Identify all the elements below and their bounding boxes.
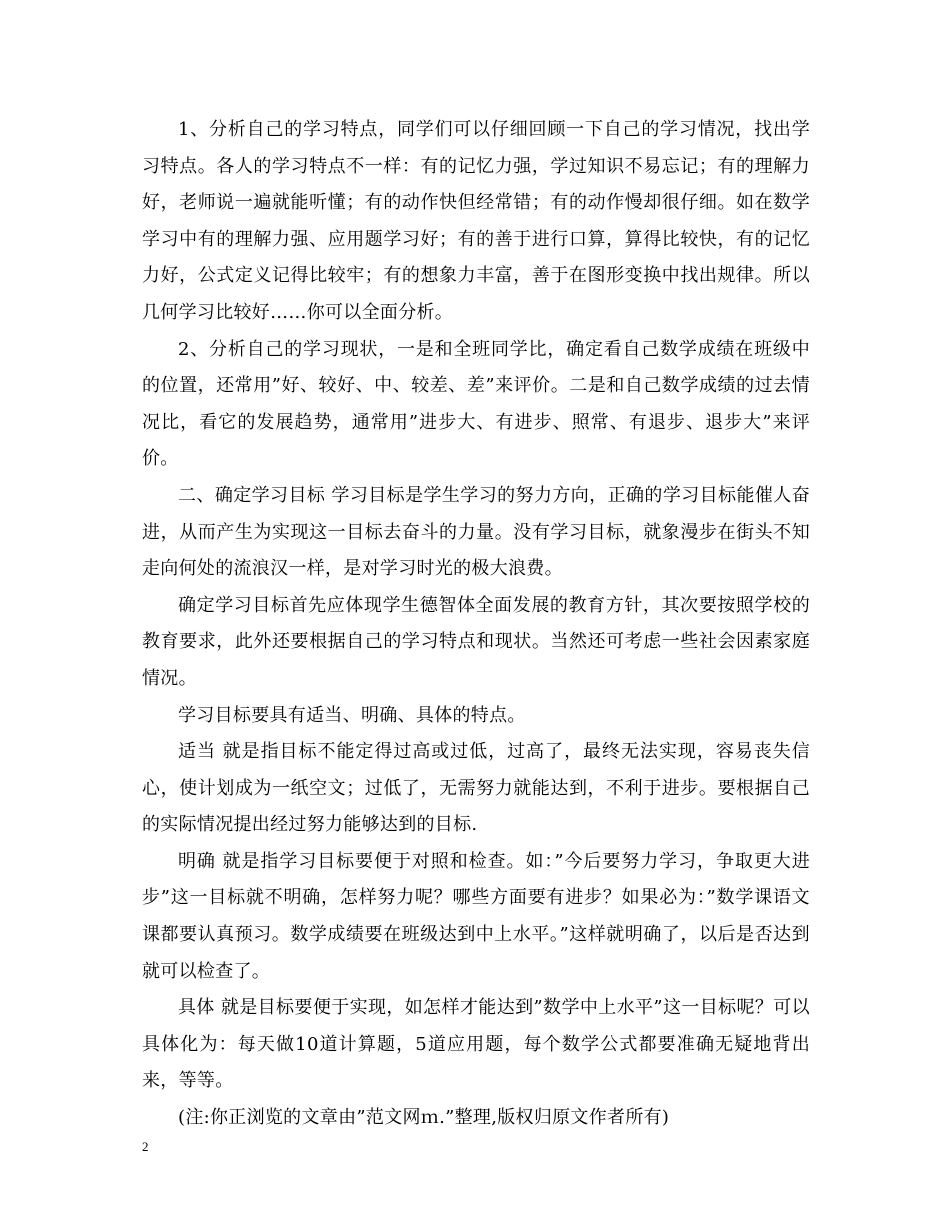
paragraph-analyze-learning-status: 2、分析自己的学习现状，一是和全班同学比，确定看自己数学成绩在班级中的位置，还常用”好、较好、中、较差、差”来评价。二是和自己数学成绩的过去情况比，看它的发展趋势，通常用”进步大、有进步、照常、有退步、退步大”来评价。 bbox=[142, 338, 810, 470]
paragraph-appropriate: 适当 就是指目标不能定得过高或过低，过高了，最终无法实现，容易丧失信心，使计划成为一纸空文；过低了，无需努力就能达到，不利于进步。要根据自己的实际情况提出经过努力能够达到的目标. bbox=[142, 741, 810, 836]
paragraph-analyze-learning-traits: 1、分析自己的学习特点，同学们可以仔细回顾一下自己的学习情况，找出学习特点。各人的学习特点不一样：有的记忆力强，学过知识不易忘记；有的理解力好，老师说一遍就能听懂；有的动作快但经常错；有的动作慢却很仔细。如在数学学习中有的理解力强、应用题学习好；有的善于进行口算，算得比较快，有的记忆力好，公式定义记得比较牢；有的想象力丰富，善于在图形变换中找出规律。所以几何学习比较好……你可以全面分析。 bbox=[142, 119, 810, 323]
paragraph-goal-characteristics: 学习目标要具有适当、明确、具体的特点。 bbox=[178, 704, 526, 726]
document-body bbox=[142, 112, 810, 1137]
paragraph-source-note: (注:你正浏览的文章由”范文网ｍ.”整理,版权归原文作者所有) bbox=[178, 1107, 670, 1129]
paragraph-specific: 具体 就是目标要便于实现，如怎样才能达到”数学中上水平”这一目标呢？可以具体化为：每天做10道计算题，5道应用题，每个数学公式都要准确无疑地背出来，等等。 bbox=[142, 997, 810, 1092]
paragraph-set-learning-goals: 二、确定学习目标 学习目标是学生学习的努力方向，正确的学习目标能催人奋进，从而产生为实现这一目标去奋斗的力量。没有学习目标，就象漫步在街头不知走向何处的流浪汉一样，是对学习时光的极大浪费。 bbox=[142, 484, 810, 580]
paragraph-goal-principles: 确定学习目标首先应体现学生德智体全面发展的教育方针，其次要按照学校的教育要求，此外还要根据自己的学习特点和现状。当然还可考虑一些社会因素家庭情况。 bbox=[142, 594, 810, 689]
paragraph-clear: 明确 就是指学习目标要便于对照和检查。如：”今后要努力学习，争取更大进步”这一目标就不明确，怎样努力呢？哪些方面要有进步？如果必为：”数学课语文课都要认真预习。数学成绩要在班级达到中上水平。”这样就明确了，以后是否达到就可以检查了。 bbox=[142, 850, 810, 982]
page-number: 2 bbox=[142, 1139, 149, 1154]
